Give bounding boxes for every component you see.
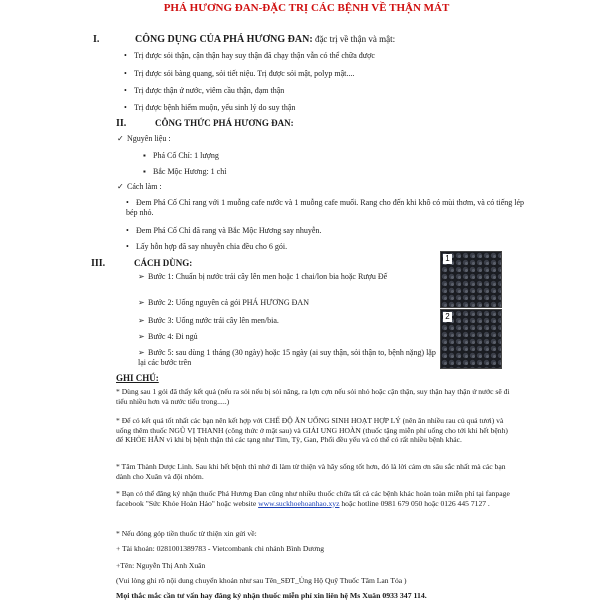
ingredient-item: ▪ Phá Cố Chỉ: 1 lượng xyxy=(143,151,219,160)
section-1-item: • Trị được sỏi bàng quang, sỏi tiết niệu. Trị được sỏi mật, polyp mật.... xyxy=(124,69,355,78)
ingredients-label: ✓ Nguyên liệu : xyxy=(117,134,171,143)
section-1-heading-tail: đặc trị về thận và mật: xyxy=(312,34,396,44)
usage-step: ➢ Bước 2: Uống nguyên cả gói PHÁ HƯƠNG ĐAN xyxy=(138,298,309,307)
section-1-item: • Trị được sỏi thận, cận thận hay suy thận đã chạy thận vẫn có thể chữa được xyxy=(124,51,375,60)
product-photo-1 xyxy=(440,251,502,308)
notes-heading: GHI CHÚ: xyxy=(116,373,159,383)
bullet-dot-icon: • xyxy=(124,51,127,60)
section-1-item: • Trị được thận ứ nước, viêm cầu thận, đạm thận xyxy=(124,86,285,95)
contact-footer: Mọi thắc mắc cần tư vấn hay đăng ký nhận thuốc miễn phí xin liên hệ Ms Xuân 0933 347 114. xyxy=(116,591,427,600)
method-step: • Đem Phá Cố Chỉ đã rang và Bắc Mộc Hương say nhuyễn. xyxy=(126,226,322,235)
arrow-bullet-icon: ➢ xyxy=(138,316,145,325)
bullet-dot-icon: • xyxy=(124,69,127,78)
section-1-item: • Trị được bệnh hiếm muộn, yếu sinh lý do suy thận xyxy=(124,103,296,112)
note-1: * Dùng sau 1 gói đã thấy kết quả (nếu ra sỏi nếu bị sỏi năng, ra lợn cợn nếu sỏi nhỏ hoặc cận thận, suy thận hay thận ứ nước sẽ đi tiểu nhiều hơn và nước tiểu trong.....) xyxy=(116,387,510,406)
ingredient-item: ▪ Bắc Mộc Hương: 1 chỉ xyxy=(143,167,227,176)
arrow-bullet-icon: ➢ xyxy=(138,332,145,341)
product-photo-2 xyxy=(440,309,502,369)
section-1-heading: CÔNG DỤNG CỦA PHÁ HƯƠNG ĐAN: xyxy=(135,34,313,45)
usage-step: ➢ Bước 3: Uống nước trái cây lên men/bia. xyxy=(138,316,279,325)
website-link[interactable]: www.suckhoehoanhao.xyz xyxy=(258,498,340,508)
checkmark-icon: ✓ xyxy=(117,134,124,143)
section-1-heading-line xyxy=(135,34,395,45)
checkmark-icon: ✓ xyxy=(117,182,124,191)
method-step: • Đem Phá Cố Chỉ rang với 1 muỗng cafe nước và 1 muỗng cafe muối. Rang cho đến khi khô có mùi thơm, và có tiếng lép bép nhỏ. xyxy=(126,198,525,217)
photo-label: 2 xyxy=(443,312,452,322)
bullet-dot-icon: ▪ xyxy=(143,167,146,176)
bullet-dot-icon: • xyxy=(124,103,127,112)
note-3: * Tâm Thành Dược Linh. Sau khi hết bệnh thì nhớ đi làm từ thiện và hãy sống tốt hơn, đó là lời cảm ơn sâu sắc nhất mà các bạn dành cho Xuân và đội nhóm. xyxy=(116,462,506,481)
photo-label: 1 xyxy=(443,254,452,264)
section-3-heading: CÁCH DÙNG: xyxy=(134,258,193,268)
section-2-heading: CÔNG THỨC PHÁ HƯƠNG ĐAN: xyxy=(155,118,294,128)
section-2-number: II. xyxy=(116,118,127,129)
account-name: +Tên: Nguyễn Thị Anh Xuân xyxy=(116,561,206,570)
bullet-dot-icon: • xyxy=(126,242,129,251)
bullet-dot-icon: • xyxy=(126,226,129,235)
usage-step: ➢ Bước 1: Chuẩn bị nước trái cây lên men hoặc 1 chai/lon bia hoặc Rượu Đế xyxy=(138,272,388,281)
page-title: PHÁ HƯƠNG ĐAN-ĐẶC TRỊ CÁC BỆNH VỀ THẬN MÁT xyxy=(163,2,450,14)
note-2: * Để có kết quả tốt nhất các bạn nên kết hợp với CHẾ ĐỘ ĂN UỐNG SINH HOẠT HỢP LÝ (nên ăn nhiều rau củ quả tươi) và uống thêm thuốc NGŨ VỊ THANH (công thức ở mật sau) và GIẢI UNG HOÀN (thuốc tặng miễn phí uống cho tới khi hết bệnh) để KHỎE HẲN vì khi bị bệnh thận thì các tạng như Tim, Tỳ, Gan, Phổi đều yếu và có thể có rất nhiều bệnh khác. xyxy=(116,416,508,445)
transfer-note: (Vui lòng ghi rõ nội dung chuyển khoản như sau Tên_SĐT_Ủng Hộ Quỹ Thuốc Tâm Lan Tỏa ) xyxy=(116,576,407,585)
section-3-number: III. xyxy=(91,258,106,269)
note-4: * Bạn có thể đăng ký nhận thuốc Phá Hương Đan cũng như nhiều thuốc chữa tất cả các bệnh khác hoàn toàn miễn phí tại fanpage facebook "Sức Khỏe Hoàn Hảo" hoặc website www.suckhoehoanhao.xyz hoặc hotline 0981 679 050 hoặc 0126 445 7127 . xyxy=(116,489,510,508)
method-label: ✓ Cách làm : xyxy=(117,182,162,191)
section-1-number: I. xyxy=(93,34,100,45)
arrow-bullet-icon: ➢ xyxy=(138,298,145,307)
arrow-bullet-icon: ➢ xyxy=(138,348,145,357)
arrow-bullet-icon: ➢ xyxy=(138,272,145,281)
bullet-dot-icon: • xyxy=(124,86,127,95)
usage-step: ➢ Bước 5: sau dùng 1 tháng (30 ngày) hoặc 15 ngày (ai suy thận, sỏi thận to, bệnh nặng) lặp lại các bước trên xyxy=(138,348,436,367)
bullet-dot-icon: ▪ xyxy=(143,151,146,160)
bullet-dot-icon: • xyxy=(126,198,129,207)
usage-step: ➢ Bước 4: Đi ngủ xyxy=(138,332,198,341)
bank-account: + Tài khoản: 0281001389783 - Vietcombank chi nhánh Bình Dương xyxy=(116,544,325,553)
donate-text: * Nếu đóng góp tiền thuốc từ thiện xin gửi về: xyxy=(116,529,257,538)
method-step: • Lấy hỗn hợp đã say nhuyễn chia đều cho 6 gói. xyxy=(126,242,288,251)
